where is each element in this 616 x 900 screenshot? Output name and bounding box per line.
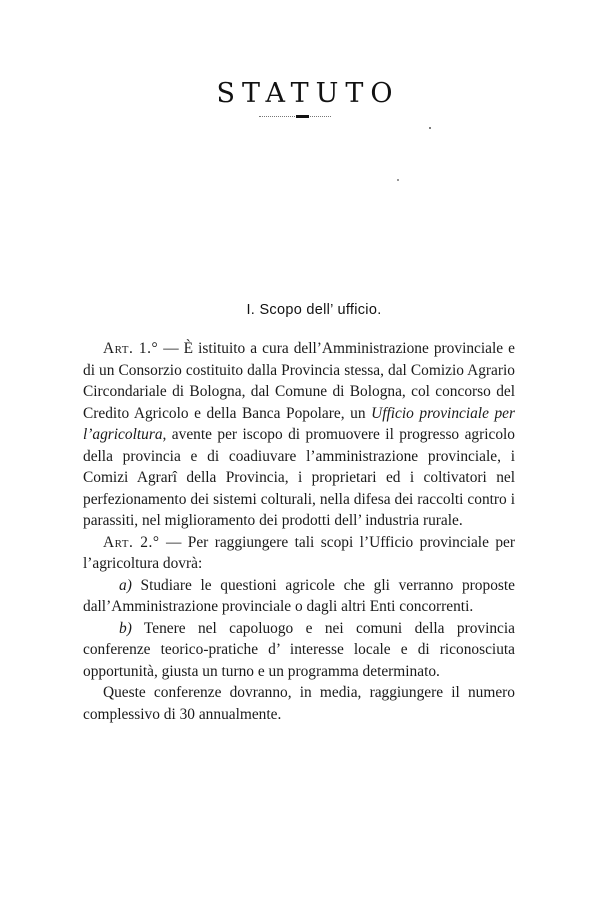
article-2-closing: Queste conferenze dovranno, in media, raggiungere il numero complessivo di 30 annualmente. — [83, 684, 515, 723]
article-2-item-a — [83, 575, 515, 618]
item-b-marker: b) — [119, 619, 132, 637]
item-a-text: Studiare le questioni agricole che gli verranno proposte dall’Amministrazione provinciale o dagli altri Enti concorrenti. — [83, 576, 515, 615]
section-heading: I. Scopo dell’ ufficio. — [246, 302, 382, 318]
article-1-text-b: avente per iscopo di promuovere il progresso agricolo della provincia e di coadiuvare l’amministrazione provinciale, i Comizi Agrarî della Provincia, i proprietari ed i coltivatori nel perfezionamento dei sistemi colturali, nella difesa dei raccolti contro i parassiti, nel miglioramento dei prodotti dell’ industria rurale. — [83, 426, 515, 529]
article-2-label: Art. 2.° — [103, 533, 160, 551]
document-body — [83, 338, 515, 725]
article-2-text: — Per raggiungere tali scopi l’Ufficio provinciale per l’agricoltura dovrà: — [83, 533, 515, 572]
document-title: STATUTO — [216, 78, 400, 109]
title-divider-mark — [296, 115, 309, 118]
article-2-item-b — [83, 618, 515, 683]
print-speck — [429, 127, 431, 129]
title-divider — [259, 116, 331, 118]
item-b-text: Tenere nel capoluogo e nei comuni della provincia conferenze teorico-pratiche d’ interesse locale e di riconosciuta opportunità, giusta un turno e un programma determinato. — [83, 619, 515, 680]
article-2-paragraph — [83, 532, 515, 575]
article-1-office-name: Ufficio provinciale per l’agricoltura, — [83, 404, 515, 443]
article-1-text-a: — È istituito a cura dell’Amministrazione provinciale e di un Consorzio costituito dalla Provincia stessa, dal Comizio Agrario Circondariale di Bologna, dal Comune di Bologna, col concorso del Credito Agricolo e della Banca Popolare, un — [83, 340, 516, 422]
article-1-paragraph — [83, 338, 515, 532]
print-speck — [397, 179, 399, 181]
article-1-label: Art. 1.° — [103, 340, 159, 357]
item-a-marker: a) — [119, 576, 132, 594]
